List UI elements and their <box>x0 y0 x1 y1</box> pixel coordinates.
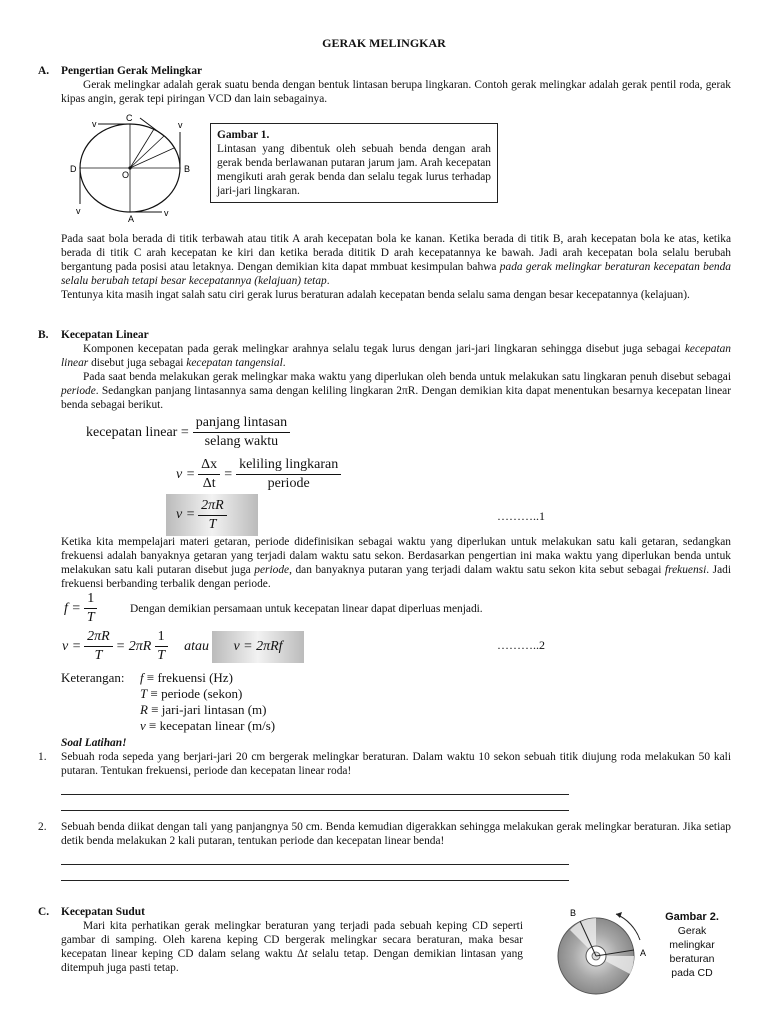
label-v: v <box>178 120 183 130</box>
eq5-num2: 1 <box>155 628 168 647</box>
eq5-middle: = 2πR <box>115 638 152 654</box>
section-b-paragraph-2 <box>61 370 731 412</box>
legend-item <box>140 670 275 686</box>
eq2-num1: Δx <box>198 456 220 475</box>
eq4-f: f = <box>64 600 81 616</box>
eq3-v: v = <box>176 507 196 522</box>
equation-kecepatan-frekuensi <box>62 628 209 665</box>
figure-2-caption <box>656 910 728 980</box>
eq5-box: v = 2πRf <box>233 639 283 654</box>
text: Mari kita perhatikan gerak melingkar beraturan yang terjadi pada sebuah keping CD seperti gambar di samping. Oleh karena keping CD bergerak melingkar secara beraturan, maka besar kecepatan linear keping CD dalam selang waktu Δ <box>61 920 523 960</box>
eq2-num2: keliling lingkaran <box>236 456 341 475</box>
legend-label: Keterangan: <box>61 670 125 685</box>
figure-2-cd-diagram <box>550 904 656 1004</box>
eq2-den1: Δt <box>202 476 216 491</box>
cd-label-a: A <box>640 948 647 958</box>
eq5-v: v = <box>62 638 82 654</box>
legend-item <box>140 718 275 734</box>
legend-item <box>140 702 275 718</box>
section-c-heading: Kecepatan Sudut <box>61 906 145 918</box>
exercise-1-text: Sebuah roda sepeda yang berjari-jari 20 cm bergerak melingkar beraturan. Dalam waktu 10 sekon sebuah titik diujung roda melakukan 50 kali putaran. Tentukan frekuensi, periode dan kecepatan linear roda! <box>61 751 731 777</box>
section-a-number: A. <box>38 65 50 77</box>
para-a2-conclusion: pada gerak melingkar beraturan kecepatan benda selalu berubah tetapi besar kecepatannya (kelajuan) tetap <box>61 261 731 287</box>
section-a-heading: Pengertian Gerak Melingkar <box>61 65 203 77</box>
figure-1-circle-diagram <box>66 112 194 224</box>
figure-1-caption-text: Lintasan yang dibentuk oleh sebuah benda dengan arah gerak benda berlawanan putaran jarum jam. Arah kecepatan mengikuti arah gerak benda dan selalu tegak lurus terhadap jari-jari lingkaran. <box>217 143 491 197</box>
label-a: A <box>128 214 135 224</box>
eq1-denominator: selang waktu <box>204 434 279 449</box>
definition: ≡ frekuensi (Hz) <box>146 670 233 685</box>
italic-term: periode <box>254 564 290 576</box>
equation-kecepatan-linear <box>86 414 290 451</box>
answer-line[interactable] <box>61 794 569 795</box>
figure-2-line: pada CD <box>671 967 713 979</box>
italic-term: kecepatan linear <box>61 343 731 369</box>
exercise-1-number: 1. <box>38 751 47 763</box>
section-a-paragraph: Gerak melingkar adalah gerak suatu benda dengan bentuk lintasan berupa lingkaran. Contoh gerak melingkar adalah gerak pentil roda, gerak kipas angin, gerak tepi piringan VCD dan lain sebagainya. <box>61 79 731 105</box>
text: . <box>282 357 286 369</box>
section-b-number: B. <box>38 329 49 341</box>
legend-list <box>140 670 275 734</box>
label-c: C <box>126 113 133 123</box>
text: disebut juga sebagai <box>88 357 187 369</box>
eq2-den2: periode <box>267 476 310 491</box>
equation-frekuensi <box>64 590 98 627</box>
label-v: v <box>92 119 97 129</box>
section-c-paragraph <box>61 919 523 975</box>
answer-line[interactable] <box>61 864 569 865</box>
cd-label-b: B <box>570 908 577 918</box>
equation-1-tag: ………..1 <box>497 509 545 523</box>
figure-2-title: Gambar 2. <box>665 911 719 923</box>
symbol: v <box>140 718 146 733</box>
eq2-v: v = <box>176 466 196 482</box>
label-d: D <box>70 164 77 174</box>
eq4-numerator: 1 <box>84 590 97 609</box>
figure-2-line: Gerak <box>677 925 707 937</box>
section-b-paragraph-1 <box>61 342 731 370</box>
italic-term: periode <box>61 385 96 397</box>
figure-1-caption-title: Gambar 1. <box>217 129 270 141</box>
symbol: f <box>140 670 144 685</box>
figure-2-line: beraturan <box>669 953 715 965</box>
exercise-2-number: 2. <box>38 821 47 833</box>
text: selalu tetap. Dengan demikian lintasan yang ditempuh juga pasti tetap. <box>61 948 523 974</box>
answer-line[interactable] <box>61 880 569 881</box>
italic-term: kecepatan tangensial <box>186 357 283 369</box>
text: . Sedangkan panjang lintasannya sama dengan keliling lingkaran 2πR. Dengan demikian kita dapat menentukan besarnya kecepatan linear benda sebagai berikut. <box>61 385 731 411</box>
eq2-equals: = <box>224 466 233 482</box>
symbol: T <box>140 686 148 701</box>
exercise-2-text: Sebuah benda diikat dengan tali yang panjangnya 50 cm. Benda kemudian digerakkan sehingga melakukan gerak melingkar beraturan. Jika setiap detik benda melakukan 2 kali putaran, tentukan periode dan kecepatan linear benda! <box>61 821 731 847</box>
equation-2-highlight <box>212 631 304 663</box>
italic-t: t <box>304 948 308 960</box>
italic-term: frekuensi <box>664 564 707 576</box>
label-v: v <box>164 208 169 218</box>
eq5-atau: atau <box>184 638 209 654</box>
section-c-number: C. <box>38 906 50 918</box>
equation-2-tag: ………..2 <box>497 638 545 652</box>
exercise-heading: Soal Latihan! <box>61 737 127 749</box>
page-title: GERAK MELINGKAR <box>322 36 446 50</box>
label-b: B <box>184 164 191 174</box>
eq5-den1: T <box>94 648 103 663</box>
legend-item <box>140 686 275 702</box>
figure-2-line: melingkar <box>669 939 715 951</box>
eq5-num1: 2πR <box>84 628 113 647</box>
eq1-numerator: panjang lintasan <box>193 414 290 433</box>
text: . Jadi frekuensi berbanding terbalik dengan periode. <box>61 564 731 590</box>
symbol: R <box>140 702 148 717</box>
text: Komponen kecepatan pada gerak melingkar arahnya selalu tegak lurus dengan jari-jari lingkaran sehingga disebut juga sebagai <box>83 343 685 355</box>
eq3-numerator: 2πR <box>198 497 227 516</box>
section-b-paragraph-3 <box>61 535 731 591</box>
definition: ≡ kecepatan linear (m/s) <box>149 718 276 733</box>
eq3-denominator: T <box>208 516 217 532</box>
section-a-paragraph-2 <box>61 232 731 288</box>
equation-4-note: Dengan demikian persamaan untuk kecepatan linear dapat diperluas menjadi. <box>130 603 483 615</box>
definition: ≡ periode (sekon) <box>150 686 243 701</box>
figure-1-caption-box <box>210 123 498 203</box>
label-o: O <box>122 170 130 180</box>
para-a2-text: Pada saat bola berada di titik terbawah atau titik A arah kecepatan bola ke kanan. Ketika berada di titik B, arah kecepatan bola ke atas, ketika berada di titik C arah kecepatan ke kiri dan ketika berada dititik D arah kecepatannya ke bawah. Jadi arah kecepatan bola selalu berubah bergantung pada posisi atau letaknya. Dengan demikian kita dapat mmbuat kesimpulan bahwa <box>61 233 731 273</box>
equation-1-highlight <box>166 494 258 536</box>
eq5-den2: T <box>157 648 166 663</box>
eq1-lhs: kecepatan linear = <box>86 424 189 440</box>
section-a-paragraph-3: Tentunya kita masih ingat salah satu ciri gerak lurus beraturan adalah kecepatan benda selalu sama dengan besar kecepatannya (kelajuan). <box>61 289 690 301</box>
equation-delta <box>176 456 341 493</box>
label-v: v <box>76 206 81 216</box>
text: , dan banyaknya putaran yang terjadi dalam waktu satu sekon kita sebut sebagai <box>289 564 665 576</box>
para-a2-end: . <box>326 275 330 287</box>
answer-line[interactable] <box>61 810 569 811</box>
eq4-denominator: T <box>86 610 95 625</box>
text: Pada saat benda melakukan gerak melingkar maka waktu yang diperlukan oleh benda untuk melakukan satu lingkaran penuh disebut sebagai <box>83 371 731 383</box>
section-b-heading: Kecepatan Linear <box>61 329 149 341</box>
definition: ≡ jari-jari lintasan (m) <box>151 702 267 717</box>
text: Ketika kita mempelajari materi getaran, periode didefinisikan sebagai waktu yang diperlukan untuk melakukan satu kali getaran, sedangkan frekuensi adalah banyaknya getaran yang terjadi dalam waktu satu sekon. Berdasarkan pengertian ini maka waktu yang diperlukan benda untuk melakukan satu kali putaran disebut juga <box>61 536 731 576</box>
